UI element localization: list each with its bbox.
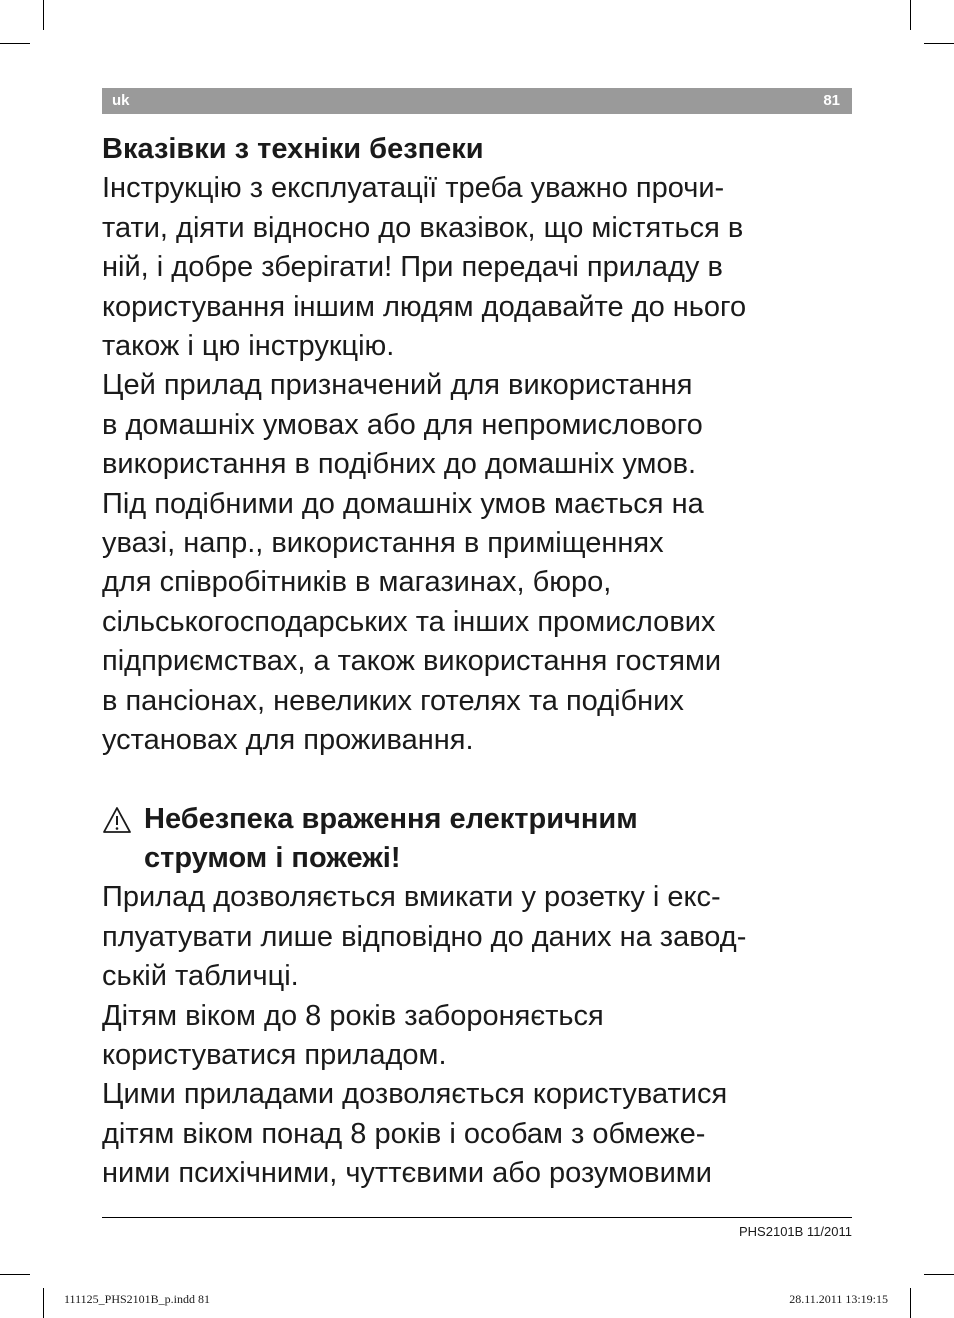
warning-triangle-icon	[102, 806, 132, 834]
text-line: користуватися приладом.	[102, 1038, 447, 1071]
text-line: увазі, напр., використання в приміщеннях	[102, 527, 664, 560]
text-line: для співробітників в магазинах, бюро,	[102, 566, 612, 599]
warning-title-line: струмом і пожежі!	[144, 841, 401, 874]
crop-mark	[924, 43, 954, 44]
document-body	[102, 130, 862, 1194]
text-line: ській табличці.	[102, 960, 299, 993]
text-line: сільськогосподарських та інших промислових	[102, 605, 716, 638]
text-line: підприємствах, а також використання гостями	[102, 645, 722, 678]
page-number: 81	[823, 92, 840, 109]
section-text	[102, 169, 862, 760]
section-gap	[102, 761, 862, 800]
crop-mark	[0, 1274, 30, 1275]
print-slug-timestamp: 28.11.2011 13:19:15	[789, 1292, 888, 1306]
print-slug-file: 111125_PHS2101B_p.indd 81	[64, 1292, 211, 1306]
text-line: Дітям віком до 8 років забороняється	[102, 999, 604, 1032]
text-line: також і цю інструкцію.	[102, 330, 395, 363]
footer-model-date: PHS2101B 11/2011	[739, 1224, 852, 1239]
text-line: Цими приладами дозволяється користуватися	[102, 1078, 728, 1111]
crop-mark	[43, 1288, 44, 1318]
crop-mark	[910, 0, 911, 30]
language-code: uk	[112, 92, 130, 109]
text-line: плуатувати лише відповідно до даних на завод-	[102, 920, 747, 953]
footer-divider	[102, 1217, 852, 1218]
warning-heading	[102, 800, 862, 879]
text-line: Цей прилад призначений для використання	[102, 369, 693, 402]
crop-mark	[43, 0, 44, 30]
warning-title-line: Небезпека враження електричним	[144, 802, 638, 835]
crop-mark	[924, 1274, 954, 1275]
page-header-bar	[102, 88, 852, 114]
crop-mark	[910, 1288, 911, 1318]
text-line: Прилад дозволяється вмикати у розетку і екс-	[102, 881, 721, 914]
text-line: Під подібними до домашніх умов мається на	[102, 487, 704, 520]
text-line: в домашніх умовах або для непромислового	[102, 408, 703, 441]
section-title: Вказівки з техніки безпеки	[102, 133, 484, 165]
text-line: дітям віком понад 8 років і особам з обмеже-	[102, 1117, 706, 1150]
text-line: установах для проживання.	[102, 724, 474, 757]
text-line: Інструкцію з експлуатації треба уважно прочи-	[102, 172, 725, 205]
crop-mark	[0, 43, 30, 44]
text-line: тати, діяти відносно до вказівок, що містяться в	[102, 211, 744, 244]
text-line: в пансіонах, невеликих готелях та подібних	[102, 684, 684, 717]
section-text	[102, 878, 862, 1193]
text-line: користування іншим людям додавайте до нього	[102, 290, 747, 323]
text-line: використання в подібних до домашніх умов.	[102, 448, 697, 481]
text-line: ній, і добре зберігати! При передачі приладу в	[102, 251, 723, 284]
text-line: ними психічними, чуттєвими або розумовими	[102, 1157, 712, 1190]
